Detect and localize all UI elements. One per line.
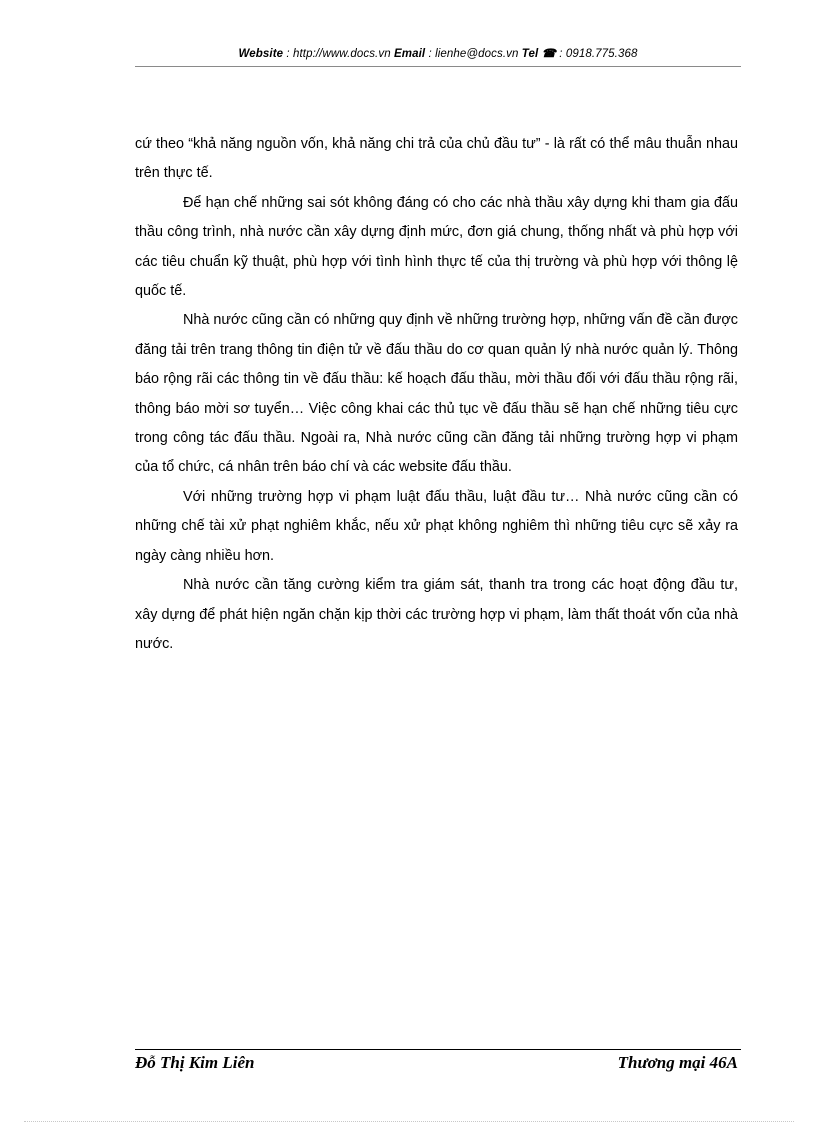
footer-divider [135,1049,741,1050]
paragraph: Nhà nước cũng cần có những quy định về những trường hợp, những vấn đề cần được đăng tải trên trang thông tin điện tử về đấu thầu do cơ quan quản lý nhà nước quản lý. Thông báo rộng rãi các thông tin về đấu thầu: kế hoạch đấu thầu, mời thầu đối với đấu thầu rộng rãi, thông báo mời sơ tuyển… Việc công khai các thủ tục về đấu thầu sẽ hạn chế những tiêu cực trong công tác đấu thầu. Ngoài ra, Nhà nước cũng cần đăng tải những trường hợp vi phạm của tổ chức, cá nhân trên báo chí và các website đấu thầu. [135,312,738,476]
footer-class: Thương mại 46A [617,1053,738,1072]
paragraph: cứ theo “khả năng nguồn vốn, khả năng chi trả của chủ đầu tư” - là rất có thể mâu thuẫn nhau trên thực tế. [135,136,738,182]
body-text [135,130,738,659]
email-separator: : [425,48,436,60]
tel-label: Tel [521,48,539,60]
telephone-icon: ☎ [541,48,557,60]
page-header [135,46,741,60]
paragraph: Với những trường hợp vi phạm luật đấu thầu, luật đầu tư… Nhà nước cũng cần có những chế tài xử phạt nghiêm khắc, nếu xử phạt không nghiêm thì những tiêu cực sẽ xảy ra ngày càng nhiều hơn. [135,488,738,564]
website-separator: : [283,48,294,60]
footer-author: Đỗ Thị Kim Liên [135,1053,255,1072]
tel-separator: : [556,48,566,60]
email-value[interactable]: lienhe@docs.vn [435,48,519,60]
page-bottom-border [24,1121,794,1122]
website-url[interactable]: http://www.docs.vn [293,48,391,60]
tel-value: 0918.775.368 [565,48,638,60]
header-divider [135,66,741,67]
paragraph: Để hạn chế những sai sót không đáng có cho các nhà thầu xây dựng khi tham gia đấu thầu công trình, nhà nước cần xây dựng định mức, đơn giá chung, thống nhất và phù hợp với các tiêu chuẩn kỹ thuật, phù hợp với tình hình thực tế của thị trường và phù hợp với thông lệ quốc tế. [135,194,738,300]
paragraph: Nhà nước cần tăng cường kiểm tra giám sát, thanh tra trong các hoạt động đầu tư, xây dựng để phát hiện ngăn chặn kịp thời các trường hợp vi phạm, làm thất thoát vốn của nhà nước. [135,577,738,652]
email-label: Email [394,48,426,60]
website-label: Website [238,48,284,60]
